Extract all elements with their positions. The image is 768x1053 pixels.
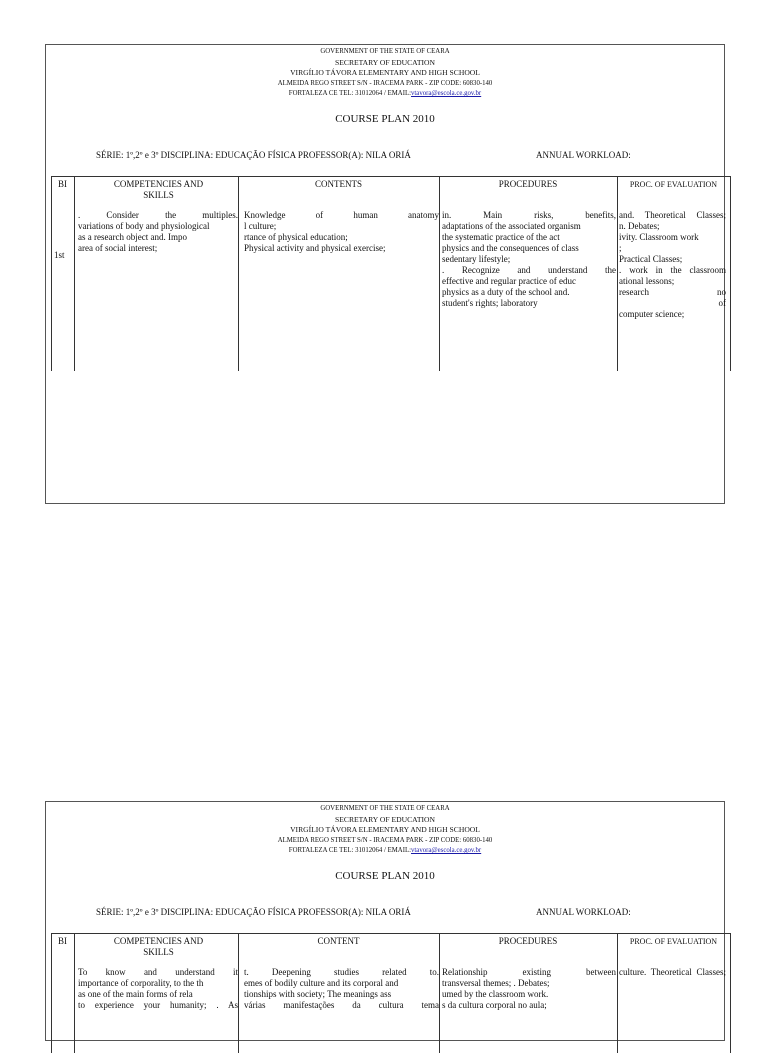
header-secretary: SECRETARY OF EDUCATION [335,57,435,67]
header-phone: FORTALEZA CE TEL: 31012064 / EMAIL: [288,90,412,97]
evaluation-line: ivity. Classroom work [619,232,699,242]
contents-cell [244,967,439,1011]
header-government: GOVERNMENT OF THE STATE OF CEARA [320,48,450,55]
header-government: GOVERNMENT OF THE STATE OF CEARA [320,805,450,812]
procedure-line: sedentary lifestyle; [442,254,511,264]
competency-line: variations of body and physiological [78,221,210,231]
evaluation-line: culture. Theoretical Classes; [619,967,726,977]
course-plan-page-2 [45,801,725,1041]
header-address: ALMEIDA REGO STREET S/N - IRACEMA PARK - ZIP CODE: 60830-140 [277,79,493,87]
column-header-evaluation: PROC. OF EVALUATION [629,180,718,189]
plan-table [51,176,726,371]
procedure-line: Relationship existing between [442,967,616,977]
serie-line [96,150,631,160]
serie-text: SÉRIE: 1º,2º e 3º DISCIPLINA: EDUCAÇÃO FÍSICA PROFESSOR(A): NILA ORIÁ [96,150,411,160]
procedures-cell [442,210,616,309]
evaluation-cell [619,967,726,978]
annual-workload: ANNUAL WORKLOAD: [536,150,631,160]
evaluation-line: computer science; [619,309,685,319]
competencies-cell [78,967,238,1011]
competency-line: as a research object and. Impo [78,232,187,242]
procedure-line: transversal themes; . Debates; [442,978,550,988]
column-header-procedures: PROCEDURES [498,179,558,189]
procedure-line: effective and regular practice of educ [442,276,577,286]
email-link[interactable]: vtavora@escola.ce.gov.br [411,90,482,97]
serie-text: SÉRIE: 1º,2º e 3º DISCIPLINA: EDUCAÇÃO FÍSICA PROFESSOR(A): NILA ORIÁ [96,907,411,917]
header-school: VIRGÍLIO TÁVORA ELEMENTARY AND HIGH SCHOOL [290,825,480,834]
header-phone: FORTALEZA CE TEL: 31012064 / EMAIL: [288,847,412,854]
column-header-evaluation: PROC. OF EVALUATION [629,937,718,946]
competency-line: to experience your humanity; . As [78,1000,238,1010]
plan-table [51,933,726,1053]
document-title: COURSE PLAN 2010 [335,112,435,125]
procedure-line: . Recognize and understand the [442,265,616,275]
header-contact [46,89,724,100]
competency-line: area of social interest; [78,243,158,253]
header-secretary: SECRETARY OF EDUCATION [335,814,435,824]
procedures-cell [442,967,616,1011]
course-plan-page-1 [45,44,725,504]
procedure-line: s da cultura corporal no aula; [442,1000,547,1010]
competency-line: . Consider the multiples. [78,210,238,220]
evaluation-line: research no [619,287,726,297]
content-line: Knowledge of human anatomy [244,210,439,220]
table-top-border [51,933,731,934]
header-address: ALMEIDA REGO STREET S/N - IRACEMA PARK - ZIP CODE: 60830-140 [277,836,493,844]
content-line: Physical activity and physical exercise; [244,243,386,253]
evaluation-line: and. Theoretical Classes; [619,210,726,220]
evaluation-line: of [718,298,726,308]
procedure-line: the systematic practice of the act [442,232,560,242]
evaluation-line: . work in the classroom [619,265,726,275]
competency-line: importance of corporality, to the th [78,978,204,988]
column-header-bi: BI [58,179,67,189]
evaluation-line: ; [619,243,622,253]
content-line: várias manifestações da cultura tema [244,1000,439,1010]
procedure-line: physics and the consequences of class [442,243,579,253]
header-school: VIRGÍLIO TÁVORA ELEMENTARY AND HIGH SCHOOL [290,68,480,77]
content-line: emes of bodily culture and its corporal and [244,978,399,988]
table-top-border [51,176,731,177]
competency-line: To know and understand it [78,967,238,977]
evaluation-cell [619,210,726,320]
procedure-line: student's rights; laboratory [442,298,538,308]
bimester-label: 1st [54,250,65,260]
annual-workload: ANNUAL WORKLOAD: [536,907,631,917]
column-header-competencies: COMPETENCIES AND SKILLS [113,179,204,200]
email-link[interactable]: vtavora@escola.ce.gov.br [411,847,482,854]
competencies-cell [78,210,238,254]
evaluation-line: ational lessons; [619,276,675,286]
procedure-line: adaptations of the associated organism [442,221,581,231]
content-line: l culture; [244,221,277,231]
procedure-line: physics as a duty of the school and. [442,287,570,297]
letterhead [46,804,724,857]
letterhead [46,47,724,100]
evaluation-line: Practical Classes; [619,254,683,264]
document-title: COURSE PLAN 2010 [335,869,435,882]
content-line: t. Deepening studies related to. [244,967,439,977]
column-header-procedures: PROCEDURES [498,936,558,946]
content-line: tionships with society; The meanings ass [244,989,392,999]
content-line: rtance of physical education; [244,232,348,242]
header-contact [46,846,724,857]
competency-line: as one of the main forms of rela [78,989,193,999]
column-header-competencies: COMPETENCIES AND SKILLS [113,936,204,957]
evaluation-line: n. Debates; [619,221,660,231]
serie-line [96,907,631,917]
column-header-contents: CONTENTS [315,179,362,189]
procedure-line: umed by the classroom work. [442,989,549,999]
procedure-line: in. Main risks, benefits, [442,210,616,220]
column-header-contents: CONTENT [317,936,360,946]
column-header-bi: BI [58,936,67,946]
contents-cell [244,210,439,254]
